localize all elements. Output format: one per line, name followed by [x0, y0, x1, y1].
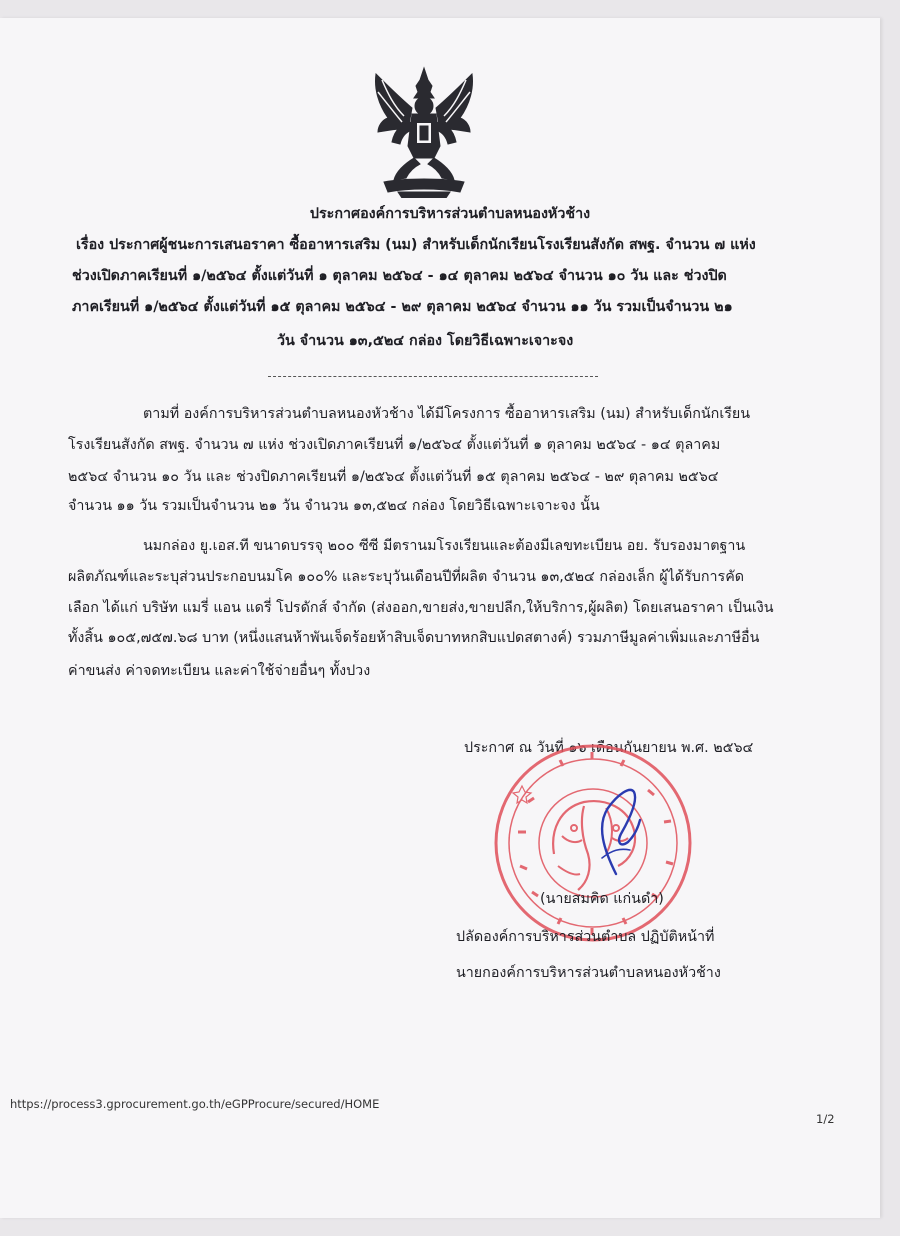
- body-line-2: โรงเรียนสังกัด สพฐ. จำนวน ๗ แห่ง ช่วงเปิดภาคเรียนที่ ๑/๒๕๖๔ ตั้งแต่วันที่ ๑ ตุลาคม ๒๕๖๔ - ๑๔ ตุลาคม: [68, 437, 721, 453]
- signer-title-2: นายกองค์การบริหารส่วนตำบลหนองหัวช้าง: [456, 965, 721, 981]
- announcement-date: ประกาศ ณ วันที่ ๑๖ เดือนกันยายน พ.ศ. ๒๕๖๔: [464, 740, 754, 756]
- signer-title-1: ปลัดองค์การบริหารส่วนตำบล ปฏิบัติหน้าที่: [456, 929, 715, 945]
- body-line-8: ทั้งสิ้น ๑๐๕,๗๕๗.๖๘ บาท (หนึ่งแสนห้าพันเจ็ดร้อยห้าสิบเจ็ดบาทหกสิบแปดสตางค์) รวมภาษีมูลค่าเพิ่มและภาษีอื่น: [68, 630, 760, 646]
- body-line-1: ตามที่ องค์การบริหารส่วนตำบลหนองหัวช้าง ได้มีโครงการ ซื้ออาหารเสริม (นม) สำหรับเด็กนักเรียน: [143, 406, 751, 422]
- subject-line-1: เรื่อง ประกาศผู้ชนะการเสนอราคา ซื้ออาหารเสริม (นม) สำหรับเด็กนักเรียนโรงเรียนสังกัด สพฐ. จำนวน ๗ แห่ง: [76, 237, 756, 253]
- subject-line-2: ช่วงเปิดภาคเรียนที่ ๑/๒๕๖๔ ตั้งแต่วันที่ ๑ ตุลาคม ๒๕๖๔ - ๑๔ ตุลาคม ๒๕๖๔ จำนวน ๑๐ วัน และ ช่วงปิด: [72, 268, 727, 284]
- garuda-emblem-icon: [368, 66, 480, 198]
- page-number: 1/2: [816, 1112, 835, 1126]
- body-line-6: ผลิตภัณฑ์และระบุส่วนประกอบนมโค ๑๐๐% และระบุวันเดือนปีที่ผลิต จำนวน ๑๓,๕๒๔ กล่องเล็ก ผู้ได้รับการคัด: [68, 569, 745, 585]
- signer-name: (นายสมคิด แก่นดำ): [540, 891, 664, 907]
- body-line-7: เลือก ได้แก่ บริษัท แมรี่ แอน แดรี่ โปรดักส์ จำกัด (ส่งออก,ขายส่ง,ขายปลีก,ให้บริการ,ผู้ผลิต) โดยเสนอราคา เป็นเงิน: [68, 600, 774, 616]
- header-divider: [268, 376, 598, 377]
- handwritten-signature: [560, 770, 680, 880]
- subject-line-3: ภาคเรียนที่ ๑/๒๕๖๔ ตั้งแต่วันที่ ๑๕ ตุลาคม ๒๕๖๔ - ๒๙ ตุลาคม ๒๕๖๔ จำนวน ๑๑ วัน รวมเป็นจำนวน ๒๑: [72, 299, 733, 315]
- body-line-9: ค่าขนส่ง ค่าจดทะเบียน และค่าใช้จ่ายอื่นๆ ทั้งปวง: [68, 663, 371, 679]
- body-line-3: ๒๕๖๔ จำนวน ๑๐ วัน และ ช่วงปิดภาคเรียนที่ ๑/๒๕๖๔ ตั้งแต่วันที่ ๑๕ ตุลาคม ๒๕๖๔ - ๒๙ ตุลาคม ๒๕๖๔: [68, 469, 719, 485]
- body-line-4: จำนวน ๑๑ วัน รวมเป็นจำนวน ๒๑ วัน จำนวน ๑๓,๕๒๔ กล่อง โดยวิธีเฉพาะเจาะจง นั้น: [68, 498, 600, 514]
- subject-line-4: วัน จำนวน ๑๓,๕๒๔ กล่อง โดยวิธีเฉพาะเจาะจง: [277, 333, 574, 349]
- body-line-5: นมกล่อง ยู.เอส.ที ขนาดบรรจุ ๒๐๐ ซีซี มีตรานมโรงเรียนและต้องมีเลขทะเบียน อย. รับรองมาตฐาน: [143, 538, 746, 554]
- source-url: https://process3.gprocurement.go.th/eGPProcure/secured/HOME: [10, 1097, 380, 1111]
- org-title: ประกาศองค์การบริหารส่วนตำบลหนองหัวช้าง: [309, 206, 591, 222]
